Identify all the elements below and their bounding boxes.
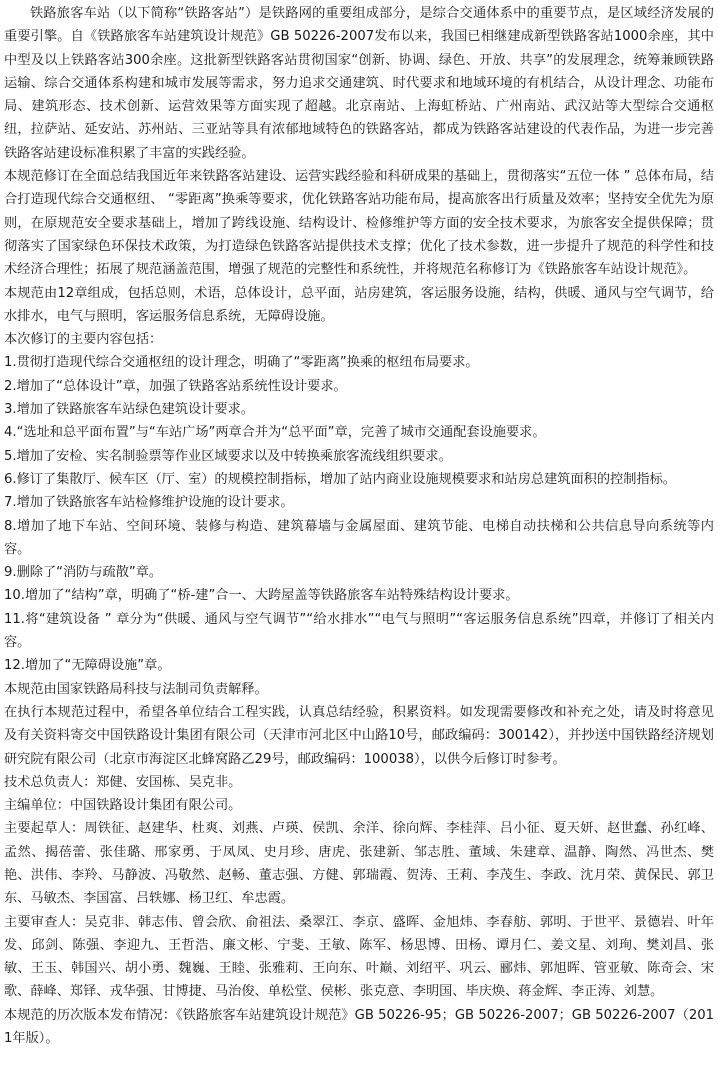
list-item: 5.增加了安检、实名制验票等作业区域要求以及中转换乘旅客流线组织要求。 bbox=[4, 448, 452, 464]
paragraph-feedback: 在执行本规范过程中，希望各单位结合工程实践，认真总结经验，积累资料。如发现需要修改和补充之处，请及时将意见及有关资料寄交中国铁路设计集团有限公司（天津市河北区中山路10号，邮政编码：300142），并抄送中国铁路经济规划研究院有限公司（北京市海淀区北蜂窝路乙29号，邮政编码：100038），以供今后修订时参考。 bbox=[4, 704, 714, 767]
list-item: 1.贯彻打造现代综合交通枢纽的设计理念，明确了“零距离”换乘的枢纽布局要求。 bbox=[4, 355, 479, 371]
paragraph-chapters: 本规范由12章组成，包括总则，术语，总体设计，总平面，站房建筑，客运服务设施，结构，供暖、通风与空气调节，给水排水，电气与照明，客运服务信息系统，无障碍设施。 bbox=[4, 285, 714, 324]
paragraph-interpretation: 本规范由国家铁路局科技与法制司负责解释。 bbox=[4, 681, 268, 697]
list-item: 9.删除了“消防与疏散”章。 bbox=[4, 565, 163, 581]
list-item: 2.增加了“总体设计”章，加强了铁路客站系统性设计要求。 bbox=[4, 378, 347, 394]
list-item: 4.“选址和总平面布置”与“车站广场”两章合并为“总平面”章，完善了城市交通配套设施要求。 bbox=[4, 425, 546, 441]
paragraph-revision-basis: 本规范修订在全面总结我国近年来铁路客站建设、运营实践经验和科研成果的基础上，贯彻落实“五位一体 ” 总体布局，结合打造现代综合交通枢纽、 “零距离”换乘等要求，优化铁路客站功能布局，提高旅客出行质量及效率；坚持安全优先为原则，在原规范安全要求基础上，增加了跨线设施、结构设计、检修维护等方面的安全技术要求，为旅客安全提供保障；贯彻落实了国家绿色环保技术政策，为打造绿色铁路客站提供技术支撑；优化了技术参数，进一步提升了规范的科学性和技术经济合理性；拓展了规范涵盖范围，增强了规范的完整性和系统性，并将规范名称修订为《铁路旅客车站设计规范》。 bbox=[4, 169, 714, 278]
paragraph-intro: 铁路旅客车站（以下简称“铁路客站”）是铁路网的重要组成部分，是综合交通体系中的重要节点，是区域经济发展的重要引擎。自《铁路旅客车站建筑设计规范》GB 50226-2007发布以来，我国已相继建成新型铁路客站1000余座，其中中型及以上铁路客站300余座。这批新型铁路客站贯彻国家“创新、协调、绿色、开放、共享”的发展理念，统筹兼顾铁路运输、综合交通体系构建和城市发展等需求，努力追求交通建筑、时代要求和地域环境的有机结合，从设计理念、功能布局、建筑形态、技术创新、运营效果等方面实现了超越。北京南站、上海虹桥站、广州南站、武汉站等大型综合交通枢纽，拉萨站、延安站、苏州站、三亚站等具有浓郁地域特色的铁路客站，都成为铁路客站建设的代表作品，为进一步完善铁路客站建设标准积累了丰富的实践经验。 bbox=[4, 6, 714, 161]
paragraph-drafters: 主要起草人：周铁征、赵建华、杜爽、刘燕、卢瑛、侯凯、余洋、徐向辉、李桂萍、吕小征、夏天妍、赵世蠢、孙红峰、孟然、揭蓓蕾、张佳璐、邢家勇、于凤凤、史月珍、唐虎、张建新、邹志胜、董域、朱建章、温静、陶然、冯世杰、樊艳、洪伟、李羚、马静波、冯敬然、赵畅、董志强、方健、郭瑞霞、贺涛、王莉、李茂生、李政、沈月荣、黄保民、郭卫东、马敏杰、李国富、吕轶娜、杨卫红、牟忠霞。 bbox=[4, 821, 714, 907]
list-item: 7.增加了铁路旅客车站检修维护设施的设计要求。 bbox=[4, 495, 294, 511]
list-item: 8.增加了地下车站、空间环境、装修与构造、建筑幕墙与金属屋面、建筑节能、电梯自动扶梯和公共信息导向系统等内容。 bbox=[4, 518, 714, 557]
paragraph-tech-lead: 技术总负责人：郑健、安国栋、吴克非。 bbox=[4, 774, 242, 790]
list-item: 11.将“建筑设备 ” 章分为“供暖、通风与空气调节”“给水排水”“电气与照明”“客运服务信息系统”四章，并修订了相关内容。 bbox=[4, 611, 714, 651]
paragraph-main-changes-heading: 本次修订的主要内容包括： bbox=[4, 332, 163, 348]
paragraph-history: 本规范的历次版本发布情况：《铁路旅客车站建筑设计规范》GB 50226-95；GB 50226-2007；GB 50226-2007（2011年版）。 bbox=[4, 1007, 714, 1047]
paragraph-reviewers: 主要审查人：吴克非、韩志伟、曾会欣、俞祖法、桑翠江、李京、盛晖、金旭炜、李春舫、郭明、于世平、景德岩、叶年发、邱剑、陈强、李迎九、王哲浩、廉文彬、宁斐、王敏、陈军、杨思博、田杨、谭月仁、姜文星、刘珣、樊刘昌、张敏、王玉、韩国兴、胡小勇、魏巍、王睦、张雅莉、王向东、叶巅、刘绍平、巩云、郦炜、郭旭晖、管亚敏、陈奇会、宋歌、薛峰、郑铎、戎华强、甘博捷、马治俊、单松堂、侯彬、张克意、李明国、毕庆焕、蒋金辉、李正涛、刘慧。 bbox=[4, 914, 714, 1000]
list-item: 10.增加了“结构”章，明确了“桥-建”合一、大跨屋盖等铁路旅客车站特殊结构设计要求。 bbox=[4, 588, 519, 604]
list-item: 3.增加了铁路旅客车站绿色建筑设计要求。 bbox=[4, 402, 254, 418]
list-item: 12.增加了“无障碍设施”章。 bbox=[4, 658, 171, 674]
list-item: 6.修订了集散厅、候车区（厅、室）的规模控制指标，增加了站内商业设施规模要求和站房总建筑面积的控制指标。 bbox=[4, 471, 676, 487]
paragraph-editor-unit: 主编单位：中国铁路设计集团有限公司。 bbox=[4, 798, 242, 814]
